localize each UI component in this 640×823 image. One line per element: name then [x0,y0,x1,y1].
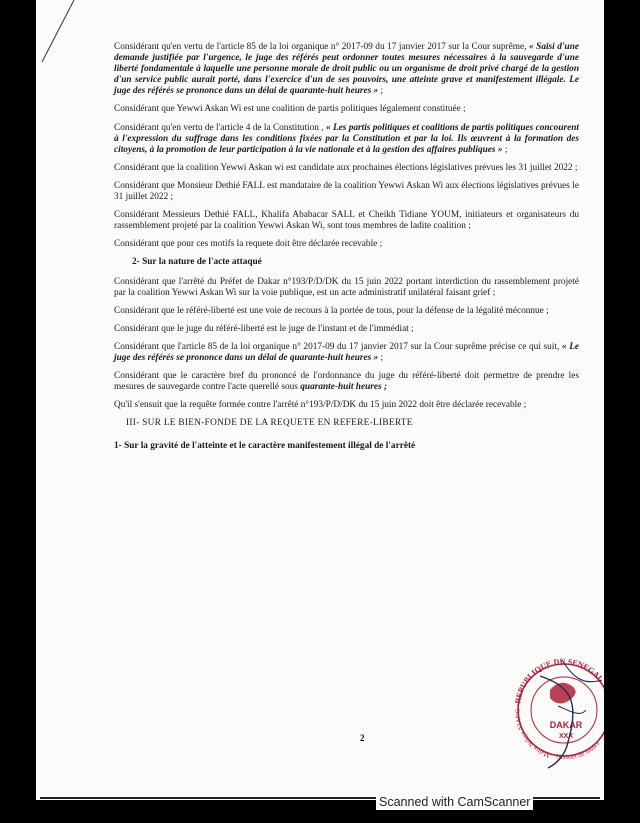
text-run: Considérant que pour ces motifs la requete doit être déclarée recevable ; [114,239,383,250]
stamp-role-text: Huissier de Justice [555,739,602,762]
paragraph [114,239,579,250]
page-corner-fold [36,0,116,80]
document-body [114,42,579,461]
text-run: Considérant que la coalition Yewwi Askan wi est candidate aux prochaines élections législatives prévues les 31 juillet 2022 ; [114,162,578,173]
paragraph [114,342,579,364]
text-run: Considérant que le caractère bref du prononcé de l'ordonnance du juge du référé-liberté doit permettre de prendre les mesures de sauvegarde contre l'acte querellé sous [114,371,579,393]
section-heading [126,418,579,429]
text-run: ; [378,352,384,363]
text-run: Considérant qu'en vertu de l'article 4 de la Constitution , [114,122,326,133]
text-run: 1- Sur la gravité de l'atteinte et le caractère manifestement illégal de l'arrêté [114,441,416,452]
text-run: Considérant que Monsieur Dethié FALL est mandataire de la coalition Yewwi Askan Wi aux élections législatives prévues le 31 juillet 2022 ; [114,180,579,203]
text-run: Considérant que Yewwi Askan Wi est une coalition de partis politiques légalement constituée ; [114,104,466,115]
page-number: 2 [360,733,365,743]
stamp-center-sub: XXX [558,733,574,740]
paragraph [114,277,579,299]
text-run: ; [502,144,508,155]
paragraph [114,371,579,393]
text-run: Considérant Messieurs Dethié FALL, Khalifa Ababacar SALL et Cheikh Tidiane YOUM, initiateurs et organisateurs du rassemblement projeté par la coalition Yewwi Askan Wi, sont tous membres de ladite coalition ; [114,210,579,232]
text-run: 2- Sur la nature de l'acte attaqué [132,257,262,268]
scanner-watermark: Scanned with CamScanner [376,794,533,810]
text-run: Considérant que l'article 85 de la loi organique n° 2017-09 du 17 janvier 2017 sur la Cour suprême précise ce qui suit, [114,341,562,352]
paragraph [114,324,579,335]
stamp-name-text: Maître Ndeye NIANG [514,708,551,759]
quoted-text: « Le juge des référés se prononce dans un délai de quarante-huit heures » [114,341,580,363]
paragraph [114,163,579,174]
stamp-center-text: DAKAR [549,720,583,730]
subsection-heading [132,257,579,268]
document-page [36,0,604,800]
paragraph [114,306,579,317]
text-run: Qu'il s'ensuit que la requête formée contre l'arrêté n°193/P/D/DK du 15 juin 2022 doit être déclarée recevable ; [114,400,527,411]
text-run: Considérant que le référé-liberté est une voie de recours à la portée de tous, pour la défense de la légalité méconnue ; [114,305,549,316]
paragraph [114,123,579,156]
subsection-heading [114,441,579,452]
paragraph [114,400,579,411]
quoted-text: « Saisi d'une demande justifiée par l'urgence, le juge des référés peut ordonner toutes mesures nécessaires à la sauvegarde d'une liberté fondamentale à laquelle une personne morale de droit public ou un organisme de droit privé chargé de la gestion d'un service public aurait porté, dans l'exercice d'un de ses pouvoirs, une atteinte grave et manifestement illégale. Le juge des référés se prononce dans un délai de quarante-huit heures » [114,42,579,97]
text-run: Considérant que l'arrêté du Préfet de Dakar n°193/P/D/DK du 15 juin 2022 portant interdiction du rassemblement projeté par la coalition Yewwi Askan Wi sur la voie publique, est un acte administratif unilatéral faisant grief ; [114,276,579,298]
text-run: Considérant que le juge du référé-liberté est le juge de l'instant et de l'immédiat ; [114,323,414,334]
stamp-top-text: REPUBLIQUE DU SENEGAL [513,656,606,705]
text-run: ; [378,86,384,97]
paragraph [114,210,579,232]
quoted-text: quarante-huit heures ; [300,382,388,393]
paragraph [114,181,579,203]
text-run: Considérant qu'en vertu de l'article 85 de la loi organique n° 2017-09 du 17 janvier 2017 sur la Cour suprême, [114,42,529,52]
paragraph [114,42,579,97]
quoted-text: « Les partis politiques et coalitions de partis politiques concourent à l'expression du suffrage dans les conditions fixées par la Constitution et par la loi. Ils œuvrent à la formation des citoyens, à la promotion de leur participation à la vie nationale et à la gestion des affaires publiques » [114,122,579,155]
svg-text:Maître Ndeye NIANG [515,708,551,758]
official-stamp [510,646,604,776]
paragraph [114,104,579,115]
text-run: III- SUR LE BIEN-FONDE DE LA REQUETE EN REFERE-LIBERTE [126,418,413,429]
